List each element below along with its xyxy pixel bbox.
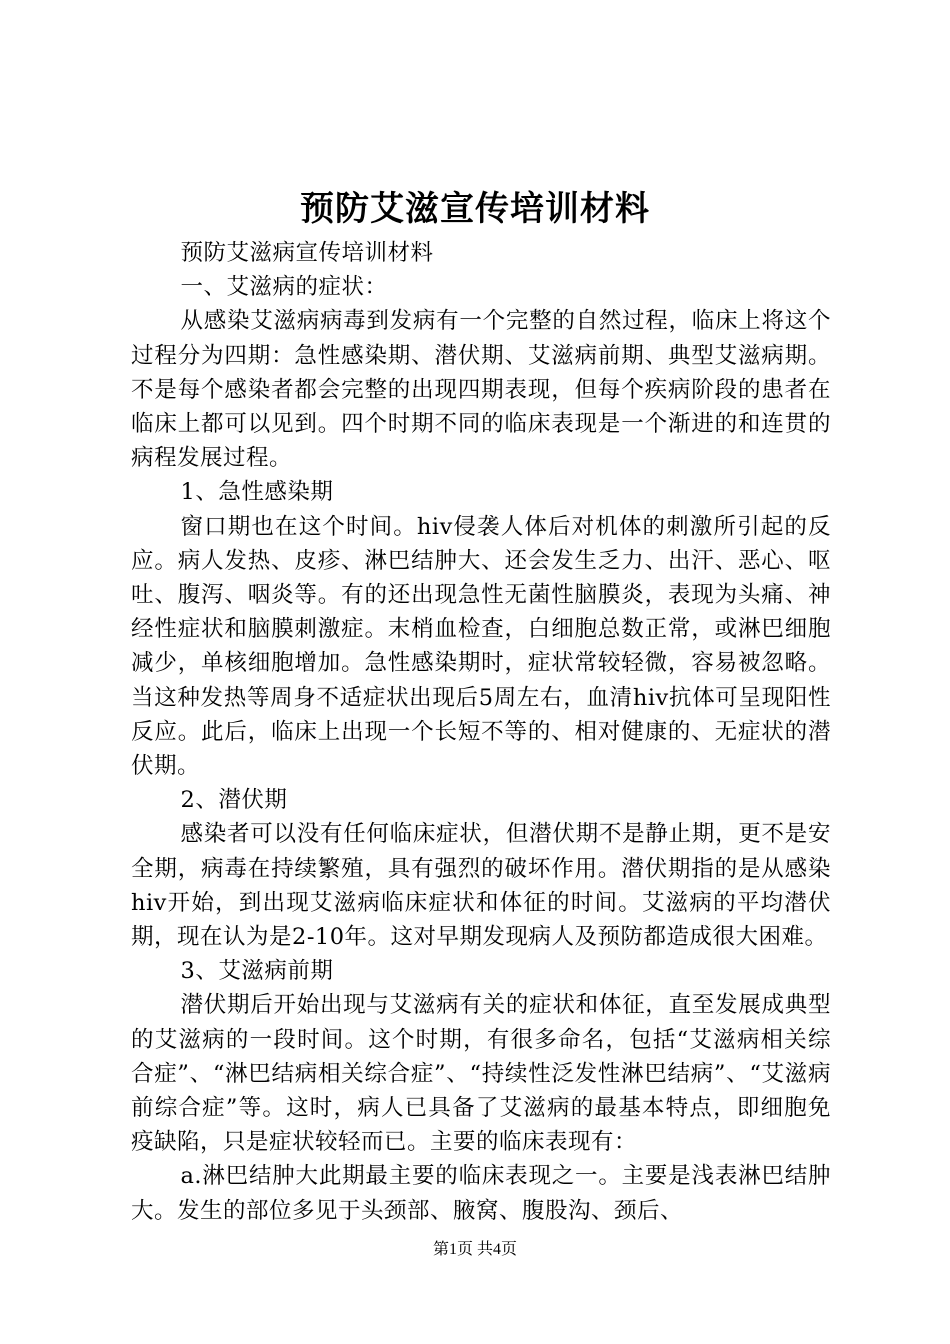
body-paragraph: 感染者可以没有任何临床症状，但潜伏期不是静止期，更不是安全期，病毒在持续繁殖，具有强烈的破坏作用。潜伏期指的是从感染hiv开始，到出现艾滋病临床症状和体征的时间。艾滋病的平均潜伏期，现在认为是2-10年。这对早期发现病人及预防都造成很大困难。 bbox=[131, 821, 831, 951]
document-title: 预防艾滋宣传培训材料 bbox=[300, 189, 650, 229]
body-paragraph: 从感染艾滋病病毒到发病有一个完整的自然过程，临床上将这个过程分为四期：急性感染期、潜伏期、艾滋病前期、典型艾滋病期。不是每个感染者都会完整的出现四期表现，但每个疾病阶段的患者在临床上都可以见到。四个时期不同的临床表现是一个渐进的和连贯的病程发展过程。 bbox=[131, 308, 831, 472]
body-paragraph: 窗口期也在这个时间。hiv侵袭人体后对机体的刺激所引起的反应。病人发热、皮疹、淋巴结肿大、还会发生乏力、出汗、恶心、呕吐、腹泻、咽炎等。有的还出现急性无菌性脑膜炎，表现为头痛、神经性症状和脑膜刺激症。末梢血检查，白细胞总数正常，或淋巴细胞减少，单核细胞增加。急性感染期时，症状常较轻微，容易被忽略。当这种发热等周身不适症状出现后5周左右，血清hiv抗体可呈现阳性反应。此后，临床上出现一个长短不等的、相对健康的、无症状的潜伏期。 bbox=[131, 513, 831, 780]
body-paragraph: 预防艾滋病宣传培训材料 bbox=[180, 240, 434, 266]
document-body bbox=[131, 236, 831, 1228]
subsection-heading: 2、潜伏期 bbox=[180, 787, 288, 814]
subsection-heading: 3、艾滋病前期 bbox=[180, 958, 334, 985]
page-number-footer: 第1页 共4页 bbox=[432, 1241, 517, 1258]
section-heading: 一、艾滋病的症状： bbox=[180, 274, 388, 301]
body-paragraph: 潜伏期后开始出现与艾滋病有关的症状和体征，直至发展成典型的艾滋病的一段时间。这个时期，有很多命名，包括“艾滋病相关综合症”、“淋巴结病相关综合症”、“持续性泛发性淋巴结病”、“艾滋病前综合症”等。这时，病人已具备了艾滋病的最基本特点，即细胞免疫缺陷，只是症状较轻而已。主要的临床表现有： bbox=[131, 992, 831, 1156]
body-paragraph: a.淋巴结肿大此期最主要的临床表现之一。主要是浅表淋巴结肿大。发生的部位多见于头颈部、腋窝、腹股沟、颈后、 bbox=[131, 1163, 831, 1224]
subsection-heading: 1、急性感染期 bbox=[180, 479, 334, 506]
